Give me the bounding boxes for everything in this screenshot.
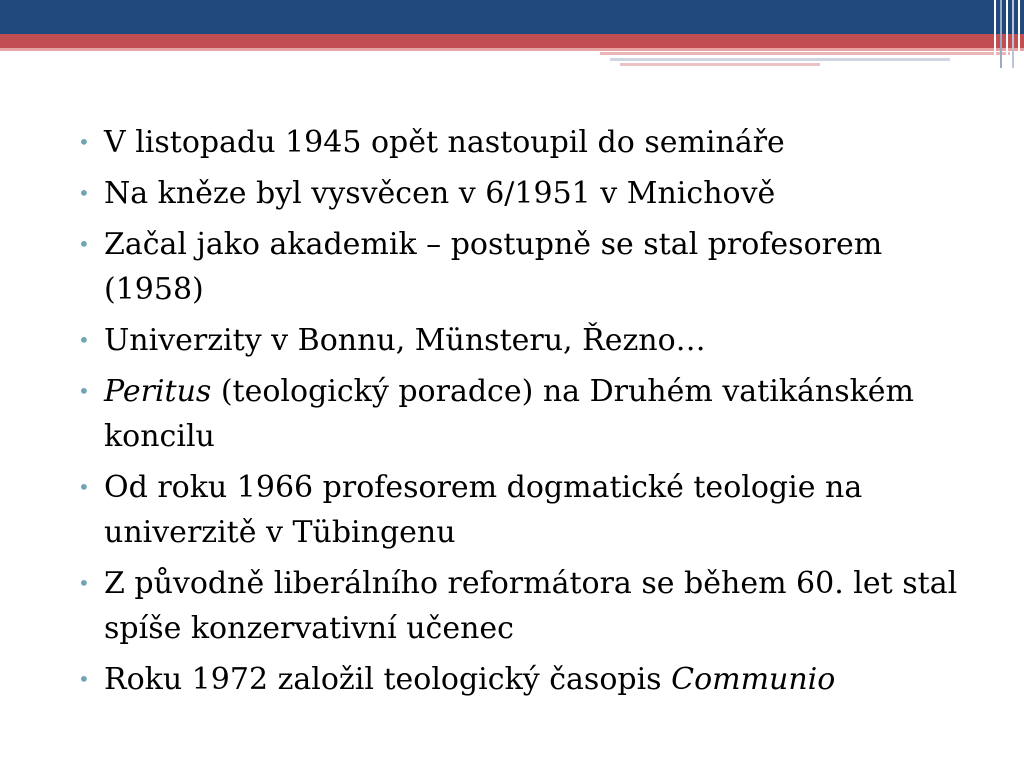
bullet-italic-term: Peritus xyxy=(104,374,212,409)
header-blue-band xyxy=(0,0,1024,34)
bullet-text: Univerzity v Bonnu, Münsteru, Řezno… xyxy=(104,323,706,358)
bullet-item xyxy=(78,120,978,165)
bullet-icon: • xyxy=(78,130,90,154)
header-vline xyxy=(1018,0,1020,68)
header-vline xyxy=(1006,0,1008,68)
bullet-item xyxy=(78,318,978,363)
bullet-icon: • xyxy=(78,328,90,352)
bullet-text: V listopadu 1945 opět nastoupil do semináře xyxy=(104,125,785,160)
bullet-icon: • xyxy=(78,667,90,691)
header-strip xyxy=(620,63,820,66)
bullet-item xyxy=(78,561,978,651)
bullet-text: Z původně liberálního reformátora se během 60. let stal spíše konzervativní učenec xyxy=(104,566,958,646)
bullet-item xyxy=(78,657,978,702)
bullet-text: Začal jako akademik – postupně se stal profesorem (1958) xyxy=(104,227,883,307)
header-strip xyxy=(600,52,1010,55)
bullet-icon: • xyxy=(78,475,90,499)
bullet-icon: • xyxy=(78,571,90,595)
bullet-text: Na kněze byl vysvěcen v 6/1951 v Mnichově xyxy=(104,176,776,211)
bullet-icon: • xyxy=(78,232,90,256)
header-strip xyxy=(610,58,950,61)
bullet-text: (teologický poradce) na Druhém vatikánském koncilu xyxy=(104,374,914,454)
bullet-icon: • xyxy=(78,181,90,205)
header-vline xyxy=(1012,0,1014,68)
bullet-text: Od roku 1966 profesorem dogmatické teologie na univerzitě v Tübingenu xyxy=(104,470,863,550)
bullet-item xyxy=(78,222,978,312)
bullet-text: Roku 1972 založil teologický časopis xyxy=(104,662,672,697)
header-vline xyxy=(994,0,996,68)
bullet-list xyxy=(78,120,978,702)
header-red-light-band xyxy=(0,48,1024,51)
slide-body xyxy=(78,120,978,708)
bullet-italic-term: Communio xyxy=(671,662,836,697)
header-decoration xyxy=(0,0,1024,70)
bullet-icon: • xyxy=(78,379,90,403)
header-red-band xyxy=(0,34,1024,48)
bullet-item xyxy=(78,171,978,216)
bullet-item xyxy=(78,465,978,555)
bullet-item xyxy=(78,369,978,459)
header-vline xyxy=(1000,0,1002,68)
